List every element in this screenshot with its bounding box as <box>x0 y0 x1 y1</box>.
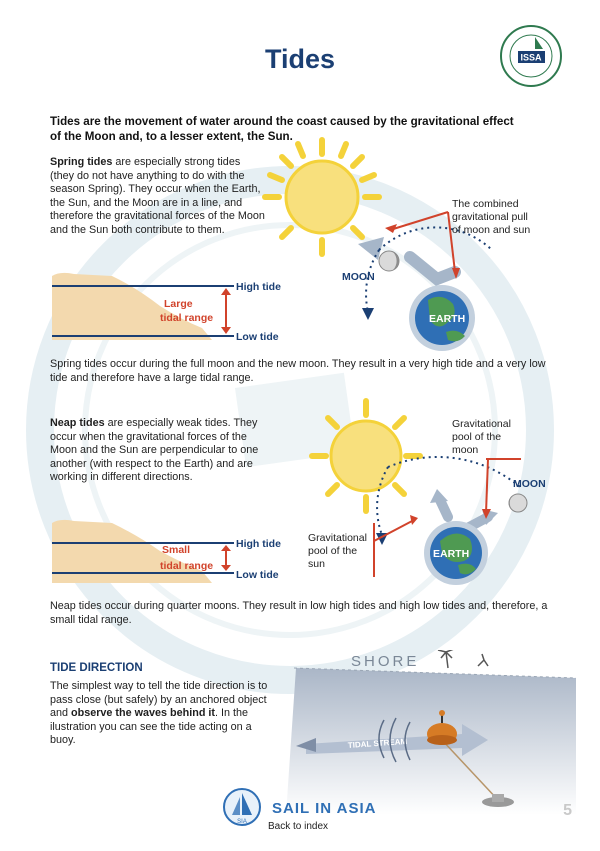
moon-label: MOON <box>513 478 546 490</box>
spring-summary: Spring tides occur during the full moon and the new moon. They result in a very high tide and a very low tide and therefore have a large tidal range. <box>50 358 546 384</box>
spring-tides-paragraph <box>50 156 265 238</box>
page-title: Tides <box>264 44 336 74</box>
spring-tides-text: are especially strong tides (they do not have anything to do with the season Spring). They occur when the Earth, the Sun, and the Moon are in a line, and therefore the gravitational forces of the Moon and the Sun both contribute to them. <box>50 156 265 236</box>
spring-callout-line-2: gravitational pull <box>452 211 528 223</box>
moon-orbit <box>388 457 520 487</box>
tide-direction-paragraph <box>50 680 268 748</box>
moon-callout-line-1: Gravitational <box>452 418 511 430</box>
neap-tides-diagram <box>300 395 560 600</box>
range-label-2: tidal range <box>160 560 214 572</box>
back-to-index-link[interactable]: Back to index <box>268 821 329 832</box>
spring-tides-diagram <box>260 132 560 357</box>
palm-tree-icon <box>438 650 454 668</box>
svg-text:ISSA: ISSA <box>520 52 542 63</box>
brand-name: SAIL IN ASIA <box>272 800 377 817</box>
tide-direction-text-a: The simplest way to tell the tide direction is to pass close (but safely) by an anchored object and <box>50 680 268 720</box>
spring-callout-line-1: The combined <box>452 198 519 210</box>
neap-tidal-range-diagram <box>52 515 297 590</box>
sun-icon <box>312 401 420 511</box>
tide-direction-heading: TIDE DIRECTION <box>50 662 143 674</box>
spring-callout-line-3: of moon and sun <box>452 224 531 236</box>
range-label-1: Large <box>164 298 193 310</box>
tide-direction-text-b: . In the ilustration you can see the tide acting on a buoy. <box>50 707 252 747</box>
sun-callout-line-3: sun <box>308 558 325 570</box>
tide-direction-bold: observe the waves behind it <box>71 707 216 720</box>
neap-tides-paragraph <box>50 417 265 485</box>
range-label-2: tidal range <box>160 312 214 324</box>
page-number: 5 <box>563 802 572 819</box>
low-tide-label: Low tide <box>236 331 279 343</box>
low-tide-label: Low tide <box>236 569 279 581</box>
earth-label: EARTH <box>429 313 466 325</box>
neap-tides-text: are especially weak tides. They occur when the gravitational forces of the Moon and the Sun are perpendicular to one another (with respect to the Earth) and are working in different directions. <box>50 417 259 484</box>
moon-icon <box>379 251 399 271</box>
earth-label: EARTH <box>433 548 470 560</box>
moon-label: MOON <box>342 271 375 283</box>
person-icon <box>478 654 488 666</box>
sun-icon <box>265 140 379 254</box>
svg-text:SIA: SIA <box>237 819 247 825</box>
shore-label: SHORE <box>351 653 420 670</box>
moon-callout-line-3: moon <box>452 444 479 456</box>
gravity-arrow-shaft <box>410 257 455 279</box>
sun-callout-line-1: Gravitational <box>308 532 367 544</box>
issa-logo <box>499 24 563 88</box>
neap-tides-term: Neap tides <box>50 417 105 429</box>
high-tide-label: High tide <box>236 281 281 293</box>
intro-paragraph: Tides are the movement of water around the coast caused by the gravitational effect of the Moon and, to a lesser extent, the Sun. <box>50 115 514 143</box>
sun-callout-line-2: pool of the <box>308 545 358 557</box>
spring-tidal-range-diagram <box>52 268 297 348</box>
high-tide-label: High tide <box>236 538 281 550</box>
tidal-stream-label: TIDAL STREAM <box>347 736 408 750</box>
moon-callout-line-2: pool of the <box>452 431 502 443</box>
neap-summary: Neap tides occur during quarter moons. They result in low high tides and high low tides and, therefore, a small tidal range. <box>50 600 548 626</box>
range-label-1: Small <box>162 544 191 556</box>
spring-tides-term: Spring tides <box>50 156 113 168</box>
moon-icon <box>509 494 527 512</box>
